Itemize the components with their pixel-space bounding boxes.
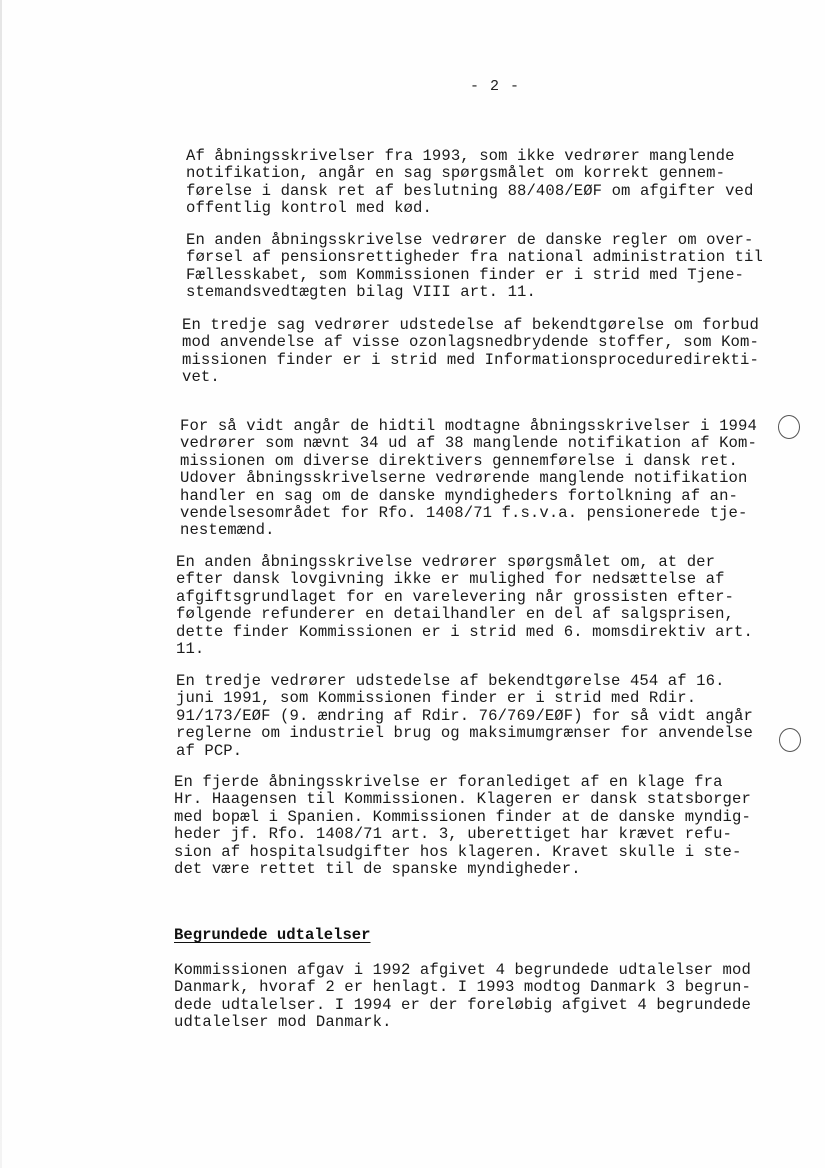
page-edge: [0, 0, 2, 1168]
paragraph-1: Af åbningsskrivelser fra 1993, som ikke vedrører manglende notifikation, angår en sag spørgsmålet om korrekt gennem- førelse i dansk ret af beslutning 88/408/EØF om afgifter ved offentlig kontrol med kød.: [186, 147, 754, 218]
punch-hole-top: [778, 415, 800, 439]
paragraph-7: En fjerde åbningsskrivelse er foranlediget af en klage fra Hr. Haagensen til Kommissionen. Klageren er dansk statsborger med bopæl i Spanien. Kommissionen finder at de danske myndig- heder jf. Rfo. 1408/71 art. 3, uberettiget har krævet refu- sion af hospitalsudgifter hos klageren. Kravet skulle i ste- det være rettet til de spanske myndigheder.: [174, 773, 751, 879]
paragraph-2: En anden åbningsskrivelse vedrører de danske regler om over- førsel af pensionsrettigheder fra national administration til Fællesskabet, som Kommissionen finder er i strid med Tjene- stemandsvedtægten bilag VIII art. 11.: [186, 231, 763, 302]
paragraph-6: En tredje vedrører udstedelse af bekendtgørelse 454 af 16. juni 1991, som Kommissionen finder er i strid med Rdir. 91/173/EØF (9. ændring af Rdir. 76/769/EØF) for så vidt angår reglerne om industriel brug og maksimumgrænser for anvendelse af PCP.: [176, 672, 753, 760]
section-paragraph: Kommissionen afgav i 1992 afgivet 4 begrundede udtalelser mod Danmark, hvoraf 2 er henlagt. I 1993 modtog Danmark 3 begrun- dede udtalelser. I 1994 er der foreløbig afgivet 4 begrundede udtalelser mod Danmark.: [174, 961, 751, 1032]
punch-hole-bottom: [779, 728, 801, 752]
paragraph-5: En anden åbningsskrivelse vedrører spørgsmålet om, at der efter dansk lovgivning ikke er mulighed for nedsættelse af afgiftsgrundlaget for en varelevering når grossisten efter- følgende refunderer en detailhandler en del af salgsprisen, dette finder Kommissionen er i strid med 6. momsdirektiv art. 11.: [176, 553, 753, 659]
page-number: - 2 -: [470, 78, 521, 95]
paragraph-3: En tredje sag vedrører udstedelse af bekendtgørelse om forbud mod anvendelse af visse ozonlagsnedbrydende stoffer, som Kom- missionen finder er i strid med Informationsproceduredirekti- vet.: [182, 316, 759, 387]
paragraph-4: For så vidt angår de hidtil modtagne åbningsskrivelser i 1994 vedrører som nævnt 34 ud af 38 manglende notifikation af Kom- missionen om diverse direktivers gennemførelse i dansk ret. Udover åbningsskrivelserne vedrørende manglende notifikation handler en sag om de danske myndigheders fortolkning af an- vendelsesområdet for Rfo. 1408/71 f.s.v.a. pensionerede tje- nestemænd.: [180, 417, 757, 540]
section-heading: Begrundede udtalelser: [174, 926, 371, 944]
